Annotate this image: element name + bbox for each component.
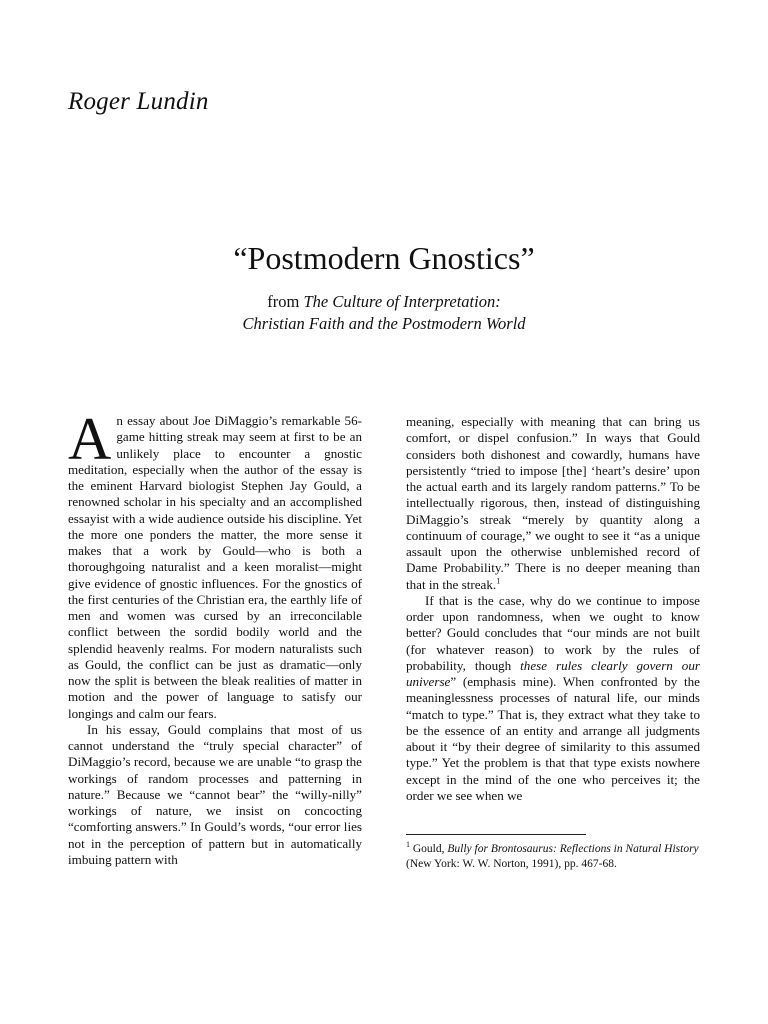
footnote-number: 1 xyxy=(406,840,410,850)
footnote xyxy=(406,842,700,871)
footnote-text-b: (New York: W. W. Norton, 1991), pp. 467-68. xyxy=(406,857,617,870)
paragraph-3 xyxy=(406,414,700,593)
footnote-book-title: Bully for Brontosaurus: Reflections in Natural History xyxy=(447,843,699,855)
footnote-ref: 1 xyxy=(496,576,501,586)
author-name: Roger Lundin xyxy=(68,88,209,115)
subtitle-prefix: from xyxy=(267,292,304,311)
book-title-line2: Christian Faith and the Postmodern World xyxy=(242,314,526,333)
drop-cap: A xyxy=(68,406,112,472)
paragraph-4-text-a: If that is the case, why do we continue to impose order upon randomness, when we ought to know better? Gould concludes that “our minds are not built (for whatever reason) to work by the rules of probability, though xyxy=(406,592,700,673)
paragraph-1-text: n essay about Joe DiMaggio’s remarkable 56-game hitting streak may seem at first to be an unlikely place to encounter a gnostic meditation, especially when the author of the essay is the eminent Harvard biologist Stephen Jay Gould, a renowned scholar in his specialty and an accomplished essayist with a wide audience outside his discipline. Yet the more one ponders the matter, the more sense it makes that a work by Gould—who is both a thoroughgoing naturalist and a keen moralist—might give evidence of gnostic influences. For the gnostics of the first centuries of the Christian era, the earthly life of men and women was cursed by an irreconcilable conflict between the sordid bodily world and the splendid heavenly realms. For modern naturalists such as Gould, the conflict can be just as dramatic—only now the split is between the bleak realities of matter in motion and the power of language to satisfy our longings and calm our fears. xyxy=(68,413,362,721)
left-column xyxy=(68,406,362,868)
paragraph-2: In his essay, Gould complains that most of us cannot understand the “truly special character” of DiMaggio’s record, because we are unable “to grasp the workings of random processes and patterning in nature.” Because we “cannot bear” the “willy-nilly” workings of nature, we insist on concocting “comforting answers.” In Gould’s words, “our error lies not in the perception of pattern but in automatically imbuing pattern with xyxy=(68,721,362,867)
source-subtitle xyxy=(0,291,768,335)
paragraph-4-text-b: ” (emphasis mine). When confronted by the meaninglessness processes of natural life, our minds “match to type.” That is, they extract what they take to be the essence of an entity and arrange all judgments about it “by their degree of similarity to this assumed type.” Yet the problem is that that type exists nowhere except in the mind of the one who perceives it; the order we see when we xyxy=(406,674,700,803)
paragraph-3-text: meaning, especially with meaning that can bring us comfort, or dispel confusion.” In ways that Gould considers both dishonest and cowardly, humans have persistently “tried to impose [the] ‘heart’s desire’ upon the actual earth and its largely random patterns.” To be intellectually rigorous, then, instead of distinguishing DiMaggio’s streak “merely by quantity along a continuum of courage,” we ought to see it “as a unique assault upon the otherwise unblemished record of Dame Probability.” There is no deeper meaning than that in the streak. xyxy=(406,414,700,592)
paragraph-4-emphasis: these rules clearly govern our universe xyxy=(406,657,700,689)
essay-title: “Postmodern Gnostics” xyxy=(233,240,535,276)
footnote-divider xyxy=(406,834,586,835)
paragraph-4 xyxy=(406,593,700,804)
paragraph-1 xyxy=(68,406,362,722)
footnote-text-a: Gould, xyxy=(410,843,448,855)
book-title-line1: The Culture of Interpretation: xyxy=(303,292,501,311)
right-column xyxy=(406,414,700,804)
